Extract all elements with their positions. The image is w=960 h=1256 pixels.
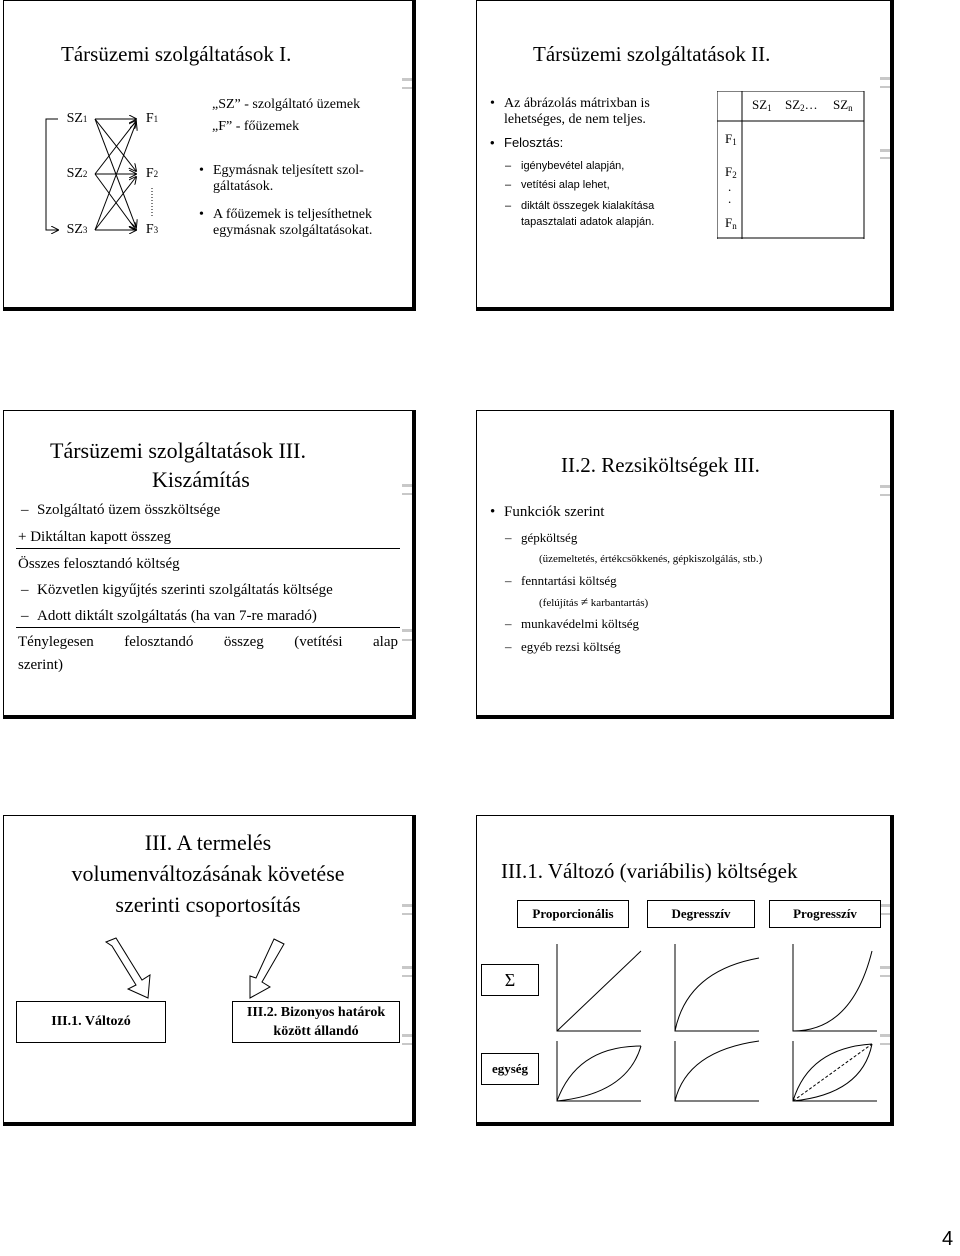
matrix-dot: . xyxy=(728,191,732,206)
cost-curves xyxy=(537,936,887,1116)
slide-decoration xyxy=(880,904,890,907)
slide-decoration xyxy=(880,494,890,496)
sub-item: tapasztalati adatok alapján. xyxy=(521,216,655,228)
matrix-col-label: $SZ_n$ xyxy=(833,97,853,113)
bullet-line: lehetséges, de nem teljes. xyxy=(504,112,646,127)
slide-decoration xyxy=(880,149,890,152)
calc-line: – Szolgáltató üzem összköltsége xyxy=(37,503,220,518)
category-box-fixed xyxy=(232,1001,400,1043)
arrow-right-icon xyxy=(250,939,284,998)
title-line: volumenváltozásának követése xyxy=(71,861,345,886)
matrix-col-label: $SZ_2\dots$ xyxy=(785,97,818,113)
category-degressive: Degresszív xyxy=(647,900,755,928)
slide-1 xyxy=(3,0,416,311)
node-f3: F 3 xyxy=(145,222,159,237)
slide-4-title: II.2. Rezsiköltségek III. xyxy=(561,453,760,477)
unit-label: egység xyxy=(481,1053,539,1085)
slide-decoration xyxy=(880,913,890,915)
calc-line: – Közvetlen kigyűjtés szerinti szolgáltatás költsége xyxy=(37,583,333,598)
slide-3-subtitle: Kiszámítás xyxy=(152,467,250,492)
slide-decoration xyxy=(880,86,890,88)
curve-proportional-total xyxy=(557,951,641,1031)
calc-line: szerint) xyxy=(18,657,63,673)
calc-line: – Adott diktált szolgáltatás (ha van 7-re maradó) xyxy=(37,609,317,624)
bullet-line: • A főüzemek is teljesíthetnek xyxy=(213,207,372,222)
slide-decoration xyxy=(402,975,412,977)
branch-arrows xyxy=(84,936,344,1006)
slide-decoration xyxy=(880,157,890,159)
sigma-label: Σ xyxy=(481,964,539,996)
legend-f: „F” - főüzemek xyxy=(212,119,300,134)
page-number: 4 xyxy=(942,1228,954,1250)
sub-item: – diktált összegek kialakítása xyxy=(521,199,654,214)
slide-5 xyxy=(3,815,416,1126)
slide-decoration xyxy=(402,629,412,632)
calc-line: Összes felosztandó költség xyxy=(18,556,180,572)
cost-item-detail: (felújítás ≠ karbantartás) xyxy=(539,594,649,609)
slide-1-title: Társüzemi szolgáltatások I. xyxy=(61,42,292,66)
slide-4 xyxy=(476,410,894,719)
node-sz3: SZ 3 xyxy=(66,222,88,237)
separator-line xyxy=(16,627,400,628)
curve-degressive-total xyxy=(675,958,759,1031)
slide-decoration xyxy=(880,77,890,80)
category-progressive: Progresszív xyxy=(769,900,881,928)
box-line: III.2. Bizonyos határok xyxy=(246,1005,386,1020)
calc-line: Ténylegesen felosztandó összeg (vetítési alap xyxy=(18,634,398,650)
bullet-line: egymásnak szolgáltatásokat. xyxy=(213,223,373,238)
slide-3 xyxy=(3,410,416,719)
axes-degressive xyxy=(675,944,759,1031)
curve-degressive-unit xyxy=(675,1041,759,1101)
bullet-line: • Felosztás: xyxy=(504,135,563,150)
cost-item: – munkavédelmi költség xyxy=(521,616,639,631)
node-sz2: SZ 2 xyxy=(66,166,88,181)
node-f2: F 2 xyxy=(145,166,159,181)
slide-decoration xyxy=(402,904,412,907)
cost-item: – fenntartási költség xyxy=(521,573,617,588)
slide-decoration xyxy=(402,1034,412,1037)
bullet-line: gáltatások. xyxy=(213,179,274,194)
bullet-line: • Egymásnak teljesített szol- xyxy=(213,163,364,178)
cost-item-detail: (üzemeltetés, értékcsökkenés, gépkiszolgálás, stb.) xyxy=(539,553,763,565)
slide-2 xyxy=(476,0,894,311)
box-line: között állandó xyxy=(273,1024,359,1039)
sub-item: – igénybevétel alapján, xyxy=(521,159,624,174)
sub-item: – vetítési alap lehet, xyxy=(521,178,610,193)
separator-line xyxy=(16,548,400,549)
curve-progressive-total xyxy=(793,951,872,1031)
category-proportional: Proporcionális xyxy=(517,900,629,928)
slide-decoration xyxy=(880,485,890,488)
slide-decoration xyxy=(402,87,412,89)
slide-6 xyxy=(476,815,894,1126)
matrix-row-label: $F_n$ xyxy=(725,215,737,231)
calc-line: + Diktáltan kapott összeg xyxy=(18,529,172,545)
axes-proportional xyxy=(557,944,641,1031)
axes-degressive-unit xyxy=(675,1041,759,1101)
slide-decoration xyxy=(402,966,412,969)
slide-decoration xyxy=(402,639,412,641)
cost-item: – egyéb rezsi költség xyxy=(521,639,621,654)
title-line: III. A termelés xyxy=(144,830,272,855)
slide-decoration xyxy=(402,78,412,81)
slide-decoration xyxy=(402,493,412,495)
slide-decoration xyxy=(402,1043,412,1045)
title-line: szerinti csoportosítás xyxy=(115,892,301,917)
arrow-left-icon xyxy=(106,938,150,998)
matrix-row-label: $F_2$ xyxy=(725,164,737,180)
axes-proportional-unit xyxy=(557,1041,641,1101)
slide-5-title xyxy=(4,827,412,920)
slide-decoration xyxy=(402,913,412,915)
curve-proportional-unit-a xyxy=(557,1046,641,1101)
curve-progressive-unit-dashed xyxy=(793,1044,872,1101)
slide-6-title: III.1. Változó (variábilis) költségek xyxy=(501,859,798,883)
bullet-line: • Funkciók szerint xyxy=(504,505,604,520)
matrix-dot: . xyxy=(728,179,732,194)
matrix-col-label: $SZ_1$ xyxy=(752,97,772,113)
node-f1: F 1 xyxy=(145,111,159,126)
slide-2-title: Társüzemi szolgáltatások II. xyxy=(533,42,771,66)
node-sz1: SZ 1 xyxy=(66,111,88,126)
legend-sz: „SZ” - szolgáltató üzemek xyxy=(212,97,361,112)
bullet-line: • Az ábrázolás mátrixban is xyxy=(504,96,650,111)
slide-3-title: Társüzemi szolgáltatások III. xyxy=(50,438,306,463)
matrix-row-label: $F_1$ xyxy=(725,131,737,147)
cost-item: – gépköltség xyxy=(521,530,577,545)
category-box-variable: III.1. Változó xyxy=(16,1001,166,1043)
slide-decoration xyxy=(402,484,412,487)
